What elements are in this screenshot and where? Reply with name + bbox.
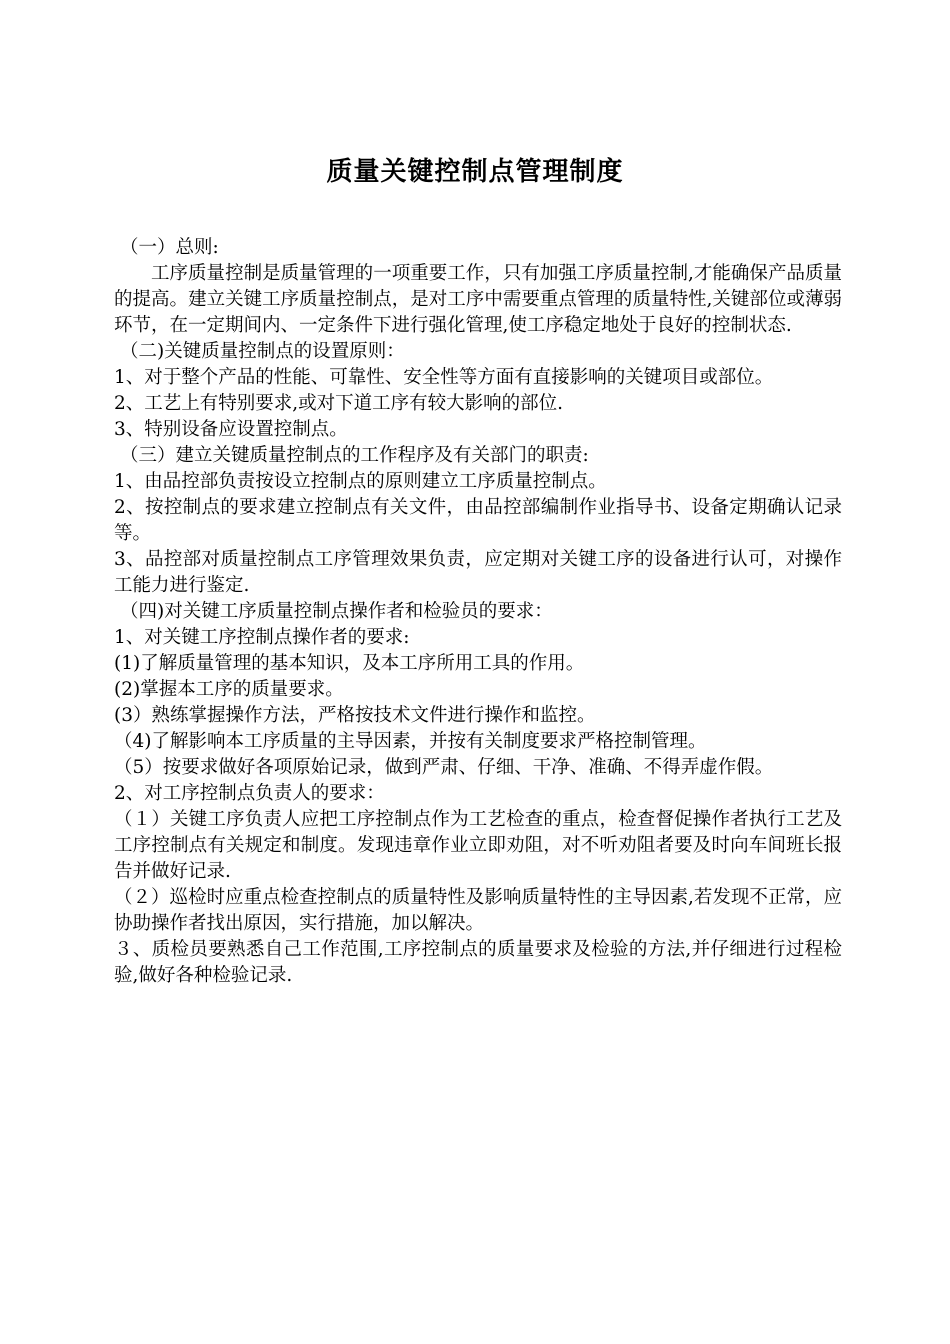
list-item-operator-5: （5）按要求做好各项原始记录，做到严肃、仔细、干净、准确、不得弄虚作假。 (114, 757, 774, 778)
list-item-leader-1: （１）关键工序负责人应把工序控制点作为工艺检查的重点，检查督促操作者执行工艺及工序控制点有关规定和制度。发现违章作业立即劝阻，对不听劝阻者要及时向车间班长报告并做好记录. (114, 809, 842, 882)
list-item-leader-2: （２）巡检时应重点检查控制点的质量特性及影响质量特性的主导因素,若发现不正常，应协助操作者找出原因，实行措施，加以解决。 (114, 887, 842, 934)
list-item-operator-3: (3）熟练掌握操作方法，严格按技术文件进行操作和监控。 (114, 705, 596, 726)
list-item-operator-2: (2)掌握本工序的质量要求。 (114, 679, 344, 700)
document-title: 质量关键控制点管理制度 (326, 157, 624, 187)
list-item-operator-4: （4)了解影响本工序质量的主导因素，并按有关制度要求严格控制管理。 (114, 731, 707, 752)
list-item-inspector-requirements: ３、质检员要熟悉自己工作范围,工序控制点的质量要求及检验的方法,并仔细进行过程检验,做好各种检验记录. (114, 939, 842, 986)
list-item-procedure-3: 3、品控部对质量控制点工序管理效果负责，应定期对关键工序的设备进行认可，对操作工能力进行鉴定. (114, 549, 842, 596)
section-heading-procedure: （三）建立关键质量控制点的工作程序及有关部门的职责: (120, 445, 589, 466)
list-item-operator-requirements: 1、对关键工序控制点操作者的要求: (114, 627, 410, 648)
list-item-procedure-2: 2、按控制点的要求建立控制点有关文件，由品控部编制作业指导书、设备定期确认记录等。 (114, 497, 842, 544)
list-item-principle-2: 2、工艺上有特别要求,或对下道工序有较大影响的部位. (114, 393, 564, 414)
paragraph-general-intro: 工序质量控制是质量管理的一项重要工作，只有加强工序质量控制,才能确保产品质量的提高。建立关键工序质量控制点，是对工序中需要重点管理的质量特性,关键部位或薄弱环节，在一定期间内、一定条件下进行强化管理,使工序稳定地处于良好的控制状态. (114, 263, 842, 336)
section-heading-principles: （二)关键质量控制点的设置原则： (120, 341, 405, 362)
list-item-principle-1: 1、对于整个产品的性能、可靠性、安全性等方面有直接影响的关键项目或部位。 (114, 367, 774, 388)
document-body (114, 235, 842, 989)
list-item-procedure-1: 1、由品控部负责按设立控制点的原则建立工序质量控制点。 (114, 471, 607, 492)
list-item-leader-requirements: 2、对工序控制点负责人的要求： (114, 783, 385, 804)
section-heading-requirements: （四)对关键工序质量控制点操作者和检验员的要求： (120, 601, 553, 622)
list-item-principle-3: 3、特别设备应设置控制点。 (114, 419, 348, 440)
section-heading-general: （一）总则: (120, 237, 219, 258)
list-item-operator-1: (1)了解质量管理的基本知识，及本工序所用工具的作用。 (114, 653, 585, 674)
